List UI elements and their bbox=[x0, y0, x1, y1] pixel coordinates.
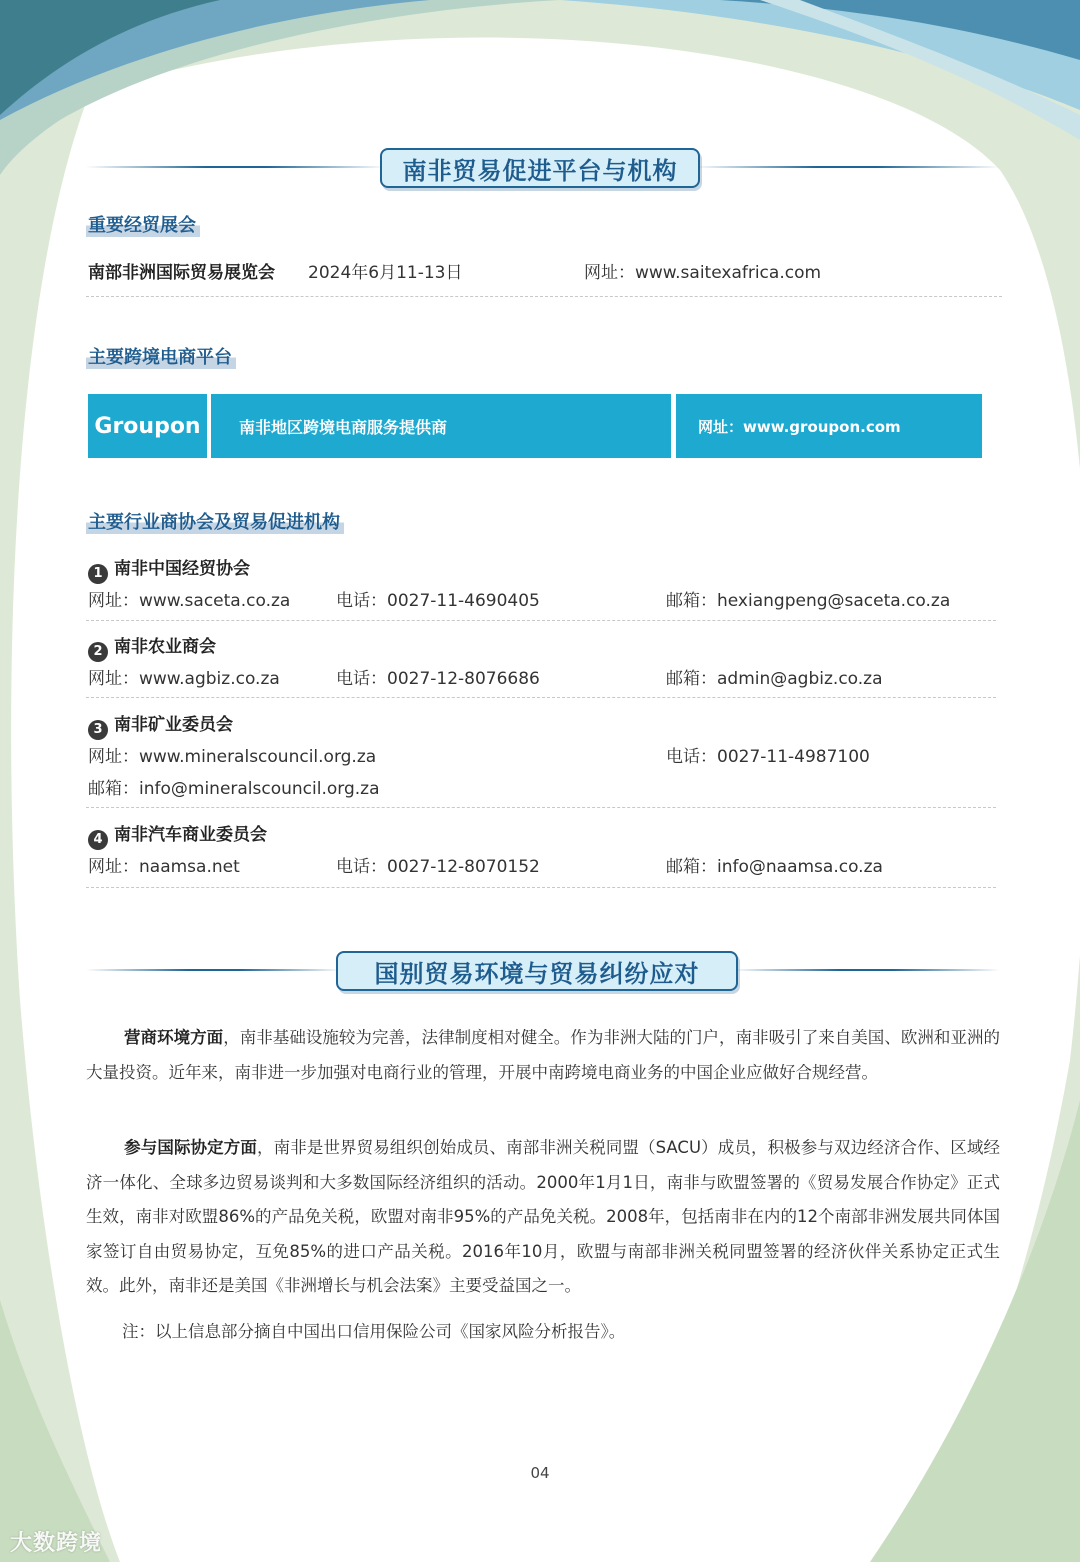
paragraph-international-agreements: 参与国际协定方面，南非是世界贸易组织创始成员、南部非洲关税同盟（SACU）成员，积极参与双边经济合作、区域经济一体化、全球多边贸易谈判和大多数国际经济组织的活动。2000年1月1日，南非与欧盟签署的《贸易发展合作协定》正式生效，南非对欧盟86%的产品免关税，欧盟对南非95%的产品免关税。2008年，包括南非在内的12个南部非洲发展共同体国家签订自由贸易协定，互免85%的进口产品关税。2016年10月，欧盟与南部非洲关税同盟签署的经济伙伴关系协定正式生效。此外，南非还是美国《非洲增长与机会法案》主要受益国之一。 bbox=[86, 1138, 1001, 1295]
association-1-phone: 电话：0027-11-4690405 bbox=[336, 591, 540, 611]
divider bbox=[86, 296, 1002, 297]
source-note: 注：以上信息部分摘自中国出口信用保险公司《国家风险分析报告》。 bbox=[122, 1322, 626, 1341]
watermark: 大数跨境 bbox=[10, 1531, 103, 1556]
association-3-email[interactable]: 邮箱：info@mineralscouncil.org.za bbox=[88, 779, 380, 799]
number-badge-1: 1 bbox=[88, 564, 108, 584]
paragraph-business-environment: 营商环境方面，南非基础设施较为完善，法律制度相对健全。作为非洲大陆的门户，南非吸引了来自美国、欧洲和亚洲的大量投资。近年来，南非进一步加强对电商行业的管理，开展中南跨境电商业务的中国企业应做好合规经营。 bbox=[86, 1028, 1001, 1082]
platform-website-box[interactable] bbox=[676, 394, 982, 458]
association-1-email[interactable]: 邮箱：hexiangpeng@saceta.co.za bbox=[666, 591, 951, 611]
divider bbox=[86, 697, 996, 698]
association-4-email[interactable]: 邮箱：info@naamsa.co.za bbox=[666, 857, 883, 877]
association-2-phone: 电话：0027-12-8076686 bbox=[336, 669, 540, 689]
association-4-website[interactable]: 网址：naamsa.net bbox=[88, 857, 240, 877]
expo-date: 2024年6月11-13日 bbox=[308, 263, 463, 283]
association-1-name: 1 南非中国经贸协会 bbox=[88, 554, 250, 584]
association-3-phone: 电话：0027-11-4987100 bbox=[666, 747, 870, 767]
subheading-expo: 重要经贸展会 bbox=[86, 211, 200, 237]
divider bbox=[86, 807, 996, 808]
association-3-website[interactable]: 网址：www.mineralscouncil.org.za bbox=[88, 747, 377, 767]
expo-name: 南部非洲国际贸易展览会 bbox=[88, 263, 275, 283]
platform-website[interactable]: 网址：www.groupon.com bbox=[698, 417, 901, 436]
section-title-trade-environment: 国别贸易环境与贸易纠纷应对 bbox=[336, 951, 738, 991]
association-4-phone: 电话：0027-12-8070152 bbox=[336, 857, 540, 877]
platform-name: Groupon bbox=[94, 413, 201, 439]
section-title-trade-platforms: 南非贸易促进平台与机构 bbox=[380, 148, 700, 188]
platform-name-box bbox=[88, 394, 207, 458]
expo-website[interactable]: 网址：www.saitexafrica.com bbox=[584, 263, 822, 283]
association-2-website[interactable]: 网址：www.agbiz.co.za bbox=[88, 669, 280, 689]
platform-desc-box bbox=[211, 394, 671, 458]
page-number: 04 bbox=[530, 1464, 550, 1482]
paragraph-lead: 营商环境方面 bbox=[124, 1028, 224, 1047]
association-1-website[interactable]: 网址：www.saceta.co.za bbox=[88, 591, 291, 611]
paragraph-lead: 参与国际协定方面 bbox=[124, 1138, 257, 1157]
association-2-email[interactable]: 邮箱：admin@agbiz.co.za bbox=[666, 669, 883, 689]
subheading-ecommerce: 主要跨境电商平台 bbox=[86, 343, 236, 369]
divider bbox=[86, 620, 996, 621]
number-badge-2: 2 bbox=[88, 642, 108, 662]
platform-desc: 南非地区跨境电商服务提供商 bbox=[239, 417, 448, 437]
subheading-associations: 主要行业商协会及贸易促进机构 bbox=[86, 508, 344, 534]
number-badge-3: 3 bbox=[88, 720, 108, 740]
association-2-name: 2 南非农业商会 bbox=[88, 632, 216, 662]
association-4-name: 4 南非汽车商业委员会 bbox=[88, 820, 267, 850]
association-3-name: 3 南非矿业委员会 bbox=[88, 710, 233, 740]
divider bbox=[86, 887, 996, 888]
number-badge-4: 4 bbox=[88, 830, 108, 850]
